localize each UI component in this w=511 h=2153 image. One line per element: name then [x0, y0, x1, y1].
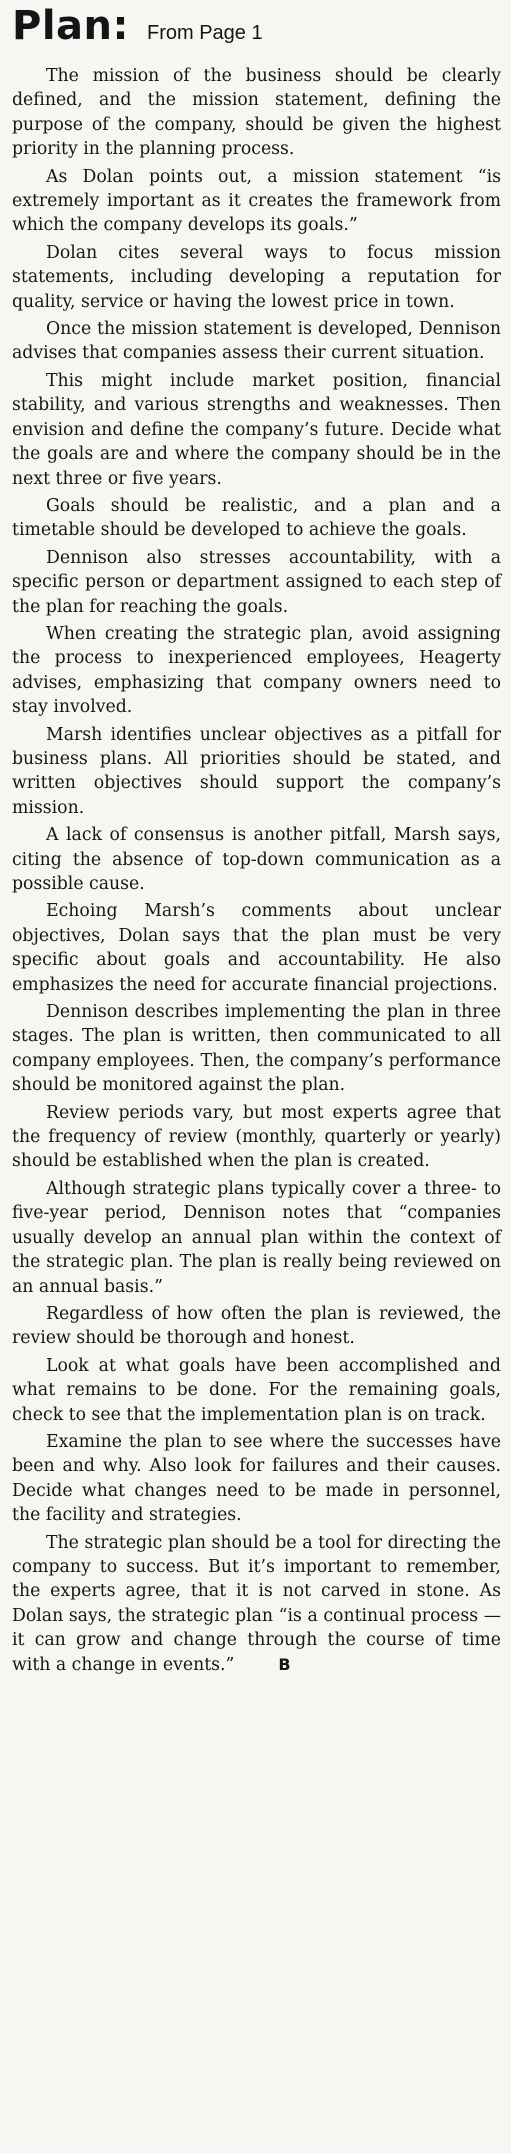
end-of-story-mark: B — [278, 1654, 291, 1674]
paragraph: This might include market position, financial stability, and various strengths and weaknesses. Then envision and define the company’s future. Decide what the goals are and where the company should be in the next three or five years. — [12, 370, 501, 489]
paragraph: Although strategic plans typically cover a three- to five-year period, Dennison notes that “companies usually develop an annual plan within the context of the strategic plan. The plan is really being reviewed on an annual basis.” — [12, 1178, 501, 1297]
paragraph: Regardless of how often the plan is reviewed, the review should be thorough and honest. — [12, 1303, 501, 1349]
paragraph: Dolan cites several ways to focus mission statements, including developing a reputation for quality, service or having the lowest price in town. — [12, 242, 501, 312]
paragraph: Goals should be realistic, and a plan and a timetable should be developed to achieve the goals. — [12, 495, 501, 541]
paragraph: When creating the strategic plan, avoid assigning the process to inexperienced employees, Heagerty advises, emphasizing that company owners need to stay involved. — [12, 623, 501, 718]
article-body — [12, 64, 501, 1677]
paragraph: The mission of the business should be clearly defined, and the mission statement, defining the purpose of the company, should be given the highest priority in the planning process. — [12, 66, 501, 160]
last-paragraph — [12, 1531, 501, 1677]
paragraph: Review periods vary, but most experts agree that the frequency of review (monthly, quarterly or yearly) should be established when the plan is created. — [12, 1102, 501, 1172]
article-heading: Plan: — [12, 3, 129, 49]
paragraph: Echoing Marsh’s comments about unclear objectives, Dolan says that the plan must be very specific about goals and accountability. He also emphasizes the need for accurate financial projections. — [12, 901, 501, 995]
paragraph: A lack of consensus is another pitfall, Marsh says, citing the absence of top-down communication as a possible cause. — [12, 825, 501, 894]
paragraph: Marsh identifies unclear objectives as a pitfall for business plans. All priorities should be stated, and written objectives should support the company’s mission. — [12, 724, 501, 818]
continued-from-label: From Page 1 — [147, 22, 263, 44]
paragraph-text: The strategic plan should be a tool for directing the company to success. But it’s important to remember, the experts agree, that it is not carved in stone. As Dolan says, the strategic plan “is a continual process — it can grow and change through the course of time with a change in events.” — [12, 1532, 501, 1675]
paragraph: Examine the plan to see where the successes have been and why. Also look for failures and their causes. Decide what changes need to be made in personnel, the facility and strategies. — [12, 1431, 501, 1526]
paragraph: Dennison also stresses accountability, with a specific person or department assigned to each step of the plan for reaching the goals. — [12, 547, 501, 617]
paragraph: As Dolan points out, a mission statement “is extremely important as it creates the framework from which the company develops its goals.” — [12, 166, 501, 236]
paragraph: Dennison describes implementing the plan in three stages. The plan is written, then communicated to all company employees. Then, the company’s performance should be monitored against the plan. — [12, 1002, 501, 1096]
article-header — [12, 4, 501, 54]
paragraph: Once the mission statement is developed, Dennison advises that companies assess their current situation. — [12, 319, 501, 364]
paragraph: Look at what goals have been accomplished and what remains to be done. For the remaining goals, check to see that the implementation plan is on track. — [12, 1355, 501, 1425]
